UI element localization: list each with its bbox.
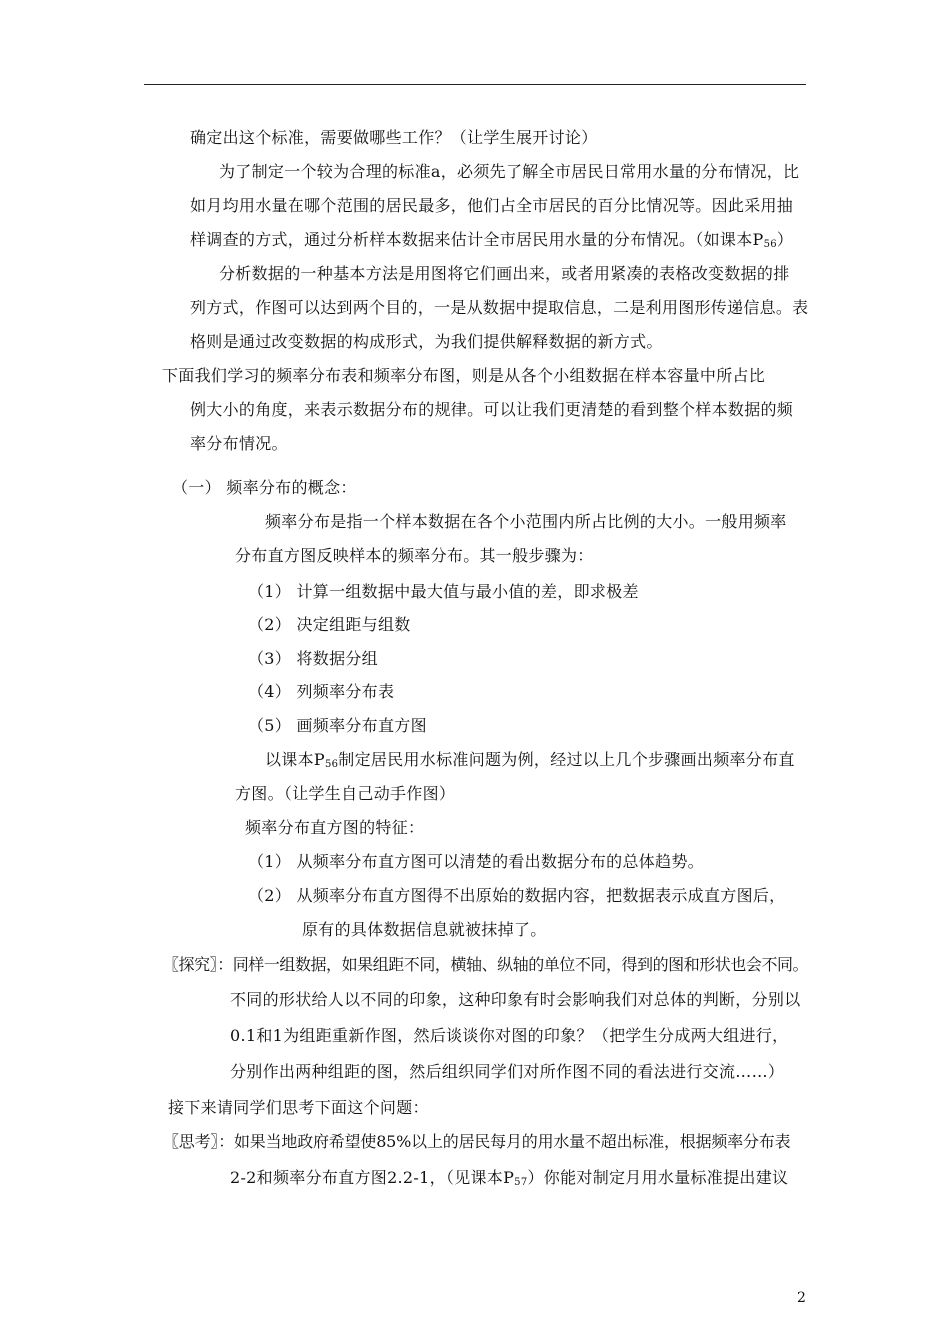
paragraph-line: 2-2和频率分布直方图2.2-1，（见课本$P_{57}$）你能对制定月用水量标准提出建议 [230,1168,789,1188]
paragraph-line: 频率分布是指一个样本数据在各个小范围内所占比例的大小。一般用频率 [265,512,787,531]
paragraph-line: 分析数据的一种基本方法是用图将它们画出来，或者用紧凑的表格改变数据的排 [219,264,790,283]
list-item: （4） 列频率分布表 [248,682,395,701]
paragraph-line: 频率分布直方图的特征： [245,818,425,837]
paragraph-line: 为了制定一个较为合理的标准a，必须先了解全市居民日常用水量的分布情况，比 [219,162,800,181]
list-item: （2） 决定组距与组数 [248,615,411,634]
paragraph-line: 样调查的方式，通过分析样本数据来估计全市居民用水量的分布情况。（如课本$P_{56}$） [190,230,794,250]
paragraph-line: 〖思考〗：如果当地政府希望使85%以上的居民每月的用水量不超出标准，根据频率分布表 [163,1132,791,1151]
section-heading: （一） 频率分布的概念： [172,478,357,497]
paragraph-line: 下面我们学习的频率分布表和频率分布图，则是从各个小组数据在样本容量中所占比 [162,366,766,385]
paragraph-line: 原有的具体数据信息就被抹掉了。 [302,920,547,939]
paragraph-line: 接下来请同学们思考下面这个问题： [168,1098,429,1117]
paragraph-line: 列方式，作图可以达到两个目的，一是从数据中提取信息，二是利用图形传递信息。表 [190,298,809,317]
list-item: （5） 画频率分布直方图 [248,716,427,735]
page-number: 2 [797,1290,806,1306]
header-rule [144,84,806,85]
paragraph-line: 不同的形状给人以不同的印象，这种印象有时会影响我们对总体的判断，分别以 [230,990,801,1009]
paragraph-line: 确定出这个标准，需要做哪些工作？（让学生展开讨论） [190,128,598,147]
paragraph-line: 分别作出两种组距的图，然后组织同学们对所作图不同的看法进行交流……） [230,1062,785,1081]
paragraph-line: 例大小的角度，来表示数据分布的规律。可以让我们更清楚的看到整个样本数据的频 [190,400,794,419]
paragraph-line: 方图。（让学生自己动手作图） [235,784,456,803]
list-item: （2） 从频率分布直方图得不出原始的数据内容，把数据表示成直方图后， [248,886,786,905]
list-item: （1） 计算一组数据中最大值与最小值的差，即求极差 [248,582,639,601]
paragraph-line: 格则是通过改变数据的构成形式，为我们提供解释数据的新方式。 [190,332,663,351]
paragraph-line: 如月均用水量在哪个范围的居民最多，他们占全市居民的百分比情况等。因此采用抽 [190,196,794,215]
list-item: （1） 从频率分布直方图可以清楚的看出数据分布的总体趋势。 [248,852,704,871]
paragraph-line: 率分布情况。 [190,434,288,453]
paragraph-line: 分布直方图反映样本的频率分布。其一般步骤为： [235,546,594,565]
paragraph-line: 〖探究〗：同样一组数据，如果组距不同，横轴、纵轴的单位不同，得到的图和形状也会不同。 [163,955,809,974]
paragraph-line: 以课本$P_{56}$制定居民用水标准问题为例，经过以上几个步骤画出频率分布直 [265,750,795,770]
list-item: （3） 将数据分组 [248,649,378,668]
paragraph-line: 0.1和1为组距重新作图，然后谈谈你对图的印象？（把学生分成两大组进行， [230,1026,789,1045]
